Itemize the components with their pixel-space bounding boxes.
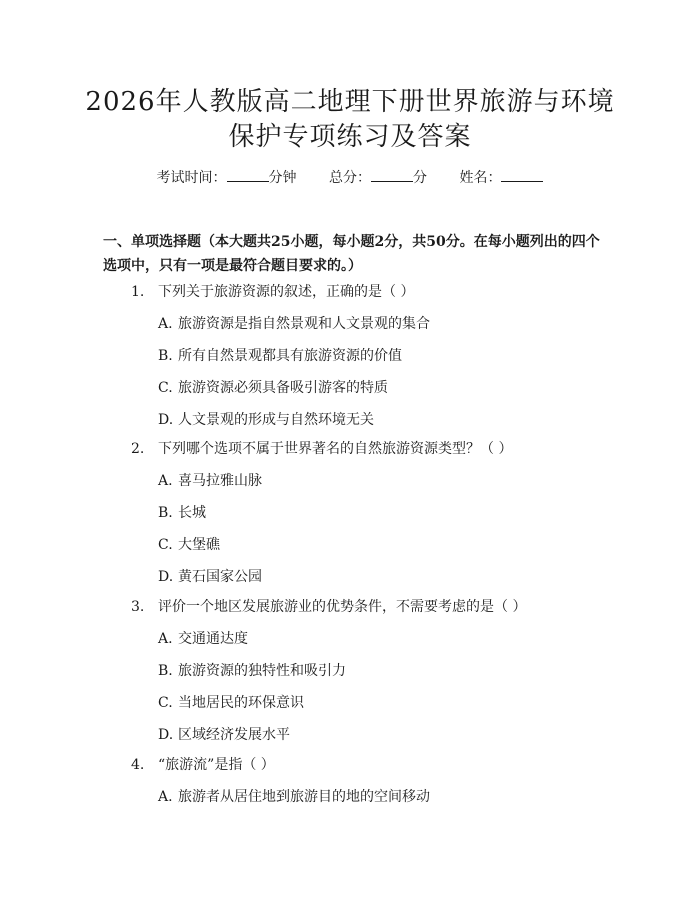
option-text: 黄石国家公园 [178,569,262,585]
document-title-line-1: 2026年人教版高二地理下册世界旅游与环境 [85,87,615,117]
exam-time-field [157,169,297,185]
total-score-blank [371,169,413,182]
question-text: “旅游流”是指（ ） [158,757,275,773]
question-number: 3. [131,599,145,615]
question-stem [131,758,275,772]
option-letter: D. [158,569,174,585]
option-letter: C. [158,695,173,711]
option-text: 区域经济发展水平 [178,727,290,743]
exam-meta-row [0,169,700,185]
answer-option [158,570,262,584]
option-letter: B. [158,663,173,679]
option-text: 喜马拉雅山脉 [178,473,262,489]
name-blank [501,169,543,182]
option-letter: D. [158,412,174,428]
exam-time-unit: 分钟 [268,170,297,186]
option-text: 当地居民的环保意识 [178,695,304,711]
option-letter: A. [158,316,173,332]
document-title-line-2: 保护专项练习及答案 [228,122,472,152]
option-letter: B. [158,348,173,364]
answer-option [158,349,402,363]
option-text: 所有自然景观都具有旅游资源的价值 [178,348,402,364]
answer-option [158,790,430,804]
question-number: 2. [131,441,145,457]
question-text: 下列关于旅游资源的叙述，正确的是（ ） [158,284,415,300]
answer-option [158,664,346,678]
total-score-field [329,169,427,185]
option-letter: A. [158,789,173,805]
answer-option [158,506,206,520]
total-score-label: 总分： [329,170,371,186]
answer-option [158,413,374,427]
answer-option [158,474,262,488]
option-letter: A. [158,631,173,647]
answer-option [158,317,430,331]
question-number: 4. [131,757,145,773]
exam-time-blank [227,169,269,182]
option-text: 大堡礁 [178,537,220,553]
question-stem [131,285,414,299]
question-text: 评价一个地区发展旅游业的优势条件，不需要考虑的是（ ） [158,599,527,615]
answer-option [158,696,304,710]
answer-option [158,728,290,742]
answer-option [158,381,388,395]
name-label: 姓名： [459,170,502,186]
option-text: 长城 [178,505,206,521]
option-text: 旅游资源的独特性和吸引力 [178,663,346,679]
name-field [459,169,543,185]
question-text: 下列哪个选项不属于世界著名的自然旅游资源类型？（ ） [158,441,513,457]
option-letter: D. [158,727,174,743]
total-score-unit: 分 [413,170,427,186]
question-stem [131,442,512,456]
section-title: 一、单项选择题（本大题共25小题，每小题2分，共50分。在每小题列出的四个选项中，只有一项是最符合题目要求的。） [103,234,600,274]
option-letter: C. [158,537,173,553]
option-text: 旅游资源必须具备吸引游客的特质 [178,380,388,396]
option-text: 旅游资源是指自然景观和人文景观的集合 [178,316,430,332]
option-text: 旅游者从居住地到旅游目的地的空间移动 [178,789,430,805]
option-letter: A. [158,473,173,489]
answer-option [158,632,248,646]
option-letter: C. [158,380,173,396]
question-stem [131,600,526,614]
option-letter: B. [158,505,173,521]
option-text: 交通通达度 [178,631,248,647]
option-text: 人文景观的形成与自然环境无关 [178,412,374,428]
exam-time-label: 考试时间： [156,170,227,186]
answer-option [158,538,220,552]
question-number: 1. [131,284,145,300]
